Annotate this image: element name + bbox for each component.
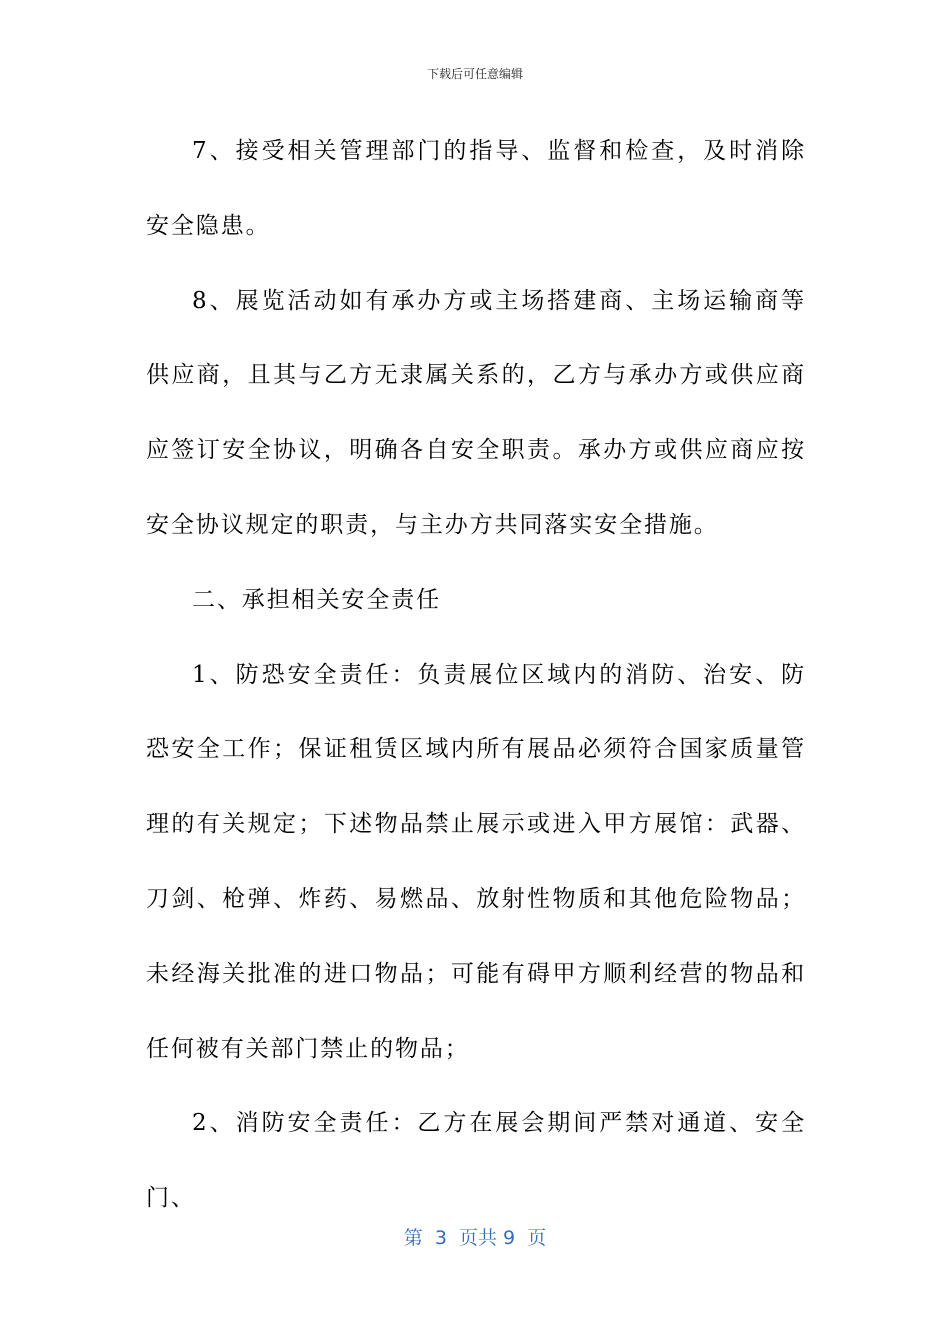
- page-header-note: 下载后可任意编辑: [426, 67, 523, 81]
- section-heading: 二、承担相关安全责任: [192, 586, 441, 613]
- paragraph-item-2: 2、消防安全责任：乙方在展会期间严禁对通道、安全门、: [146, 1110, 806, 1212]
- paragraph-item-8: 8、展览活动如有承办方或主场搭建商、主场运输商等供应商，且其与乙方无隶属关系的，乙方与承办方或供应商应签订安全协议，明确各自安全职责。承办方或供应商应按安全协议规定的职责，与主办方共同落实安全措施。: [146, 287, 806, 538]
- paragraph-item-1: 1、防恐安全责任：负责展位区域内的消防、治安、防恐安全工作；保证租赁区域内所有展品必须符合国家质量管理的有关规定；下述物品禁止展示或进入甲方展馆：武器、刀剑、枪弹、炸药、易燃品、放射性物质和其他危险物品；未经海关批准的进口物品；可能有碍甲方顺利经营的物品和任何被有关部门禁止的物品；: [146, 661, 806, 1062]
- paragraph-item-7: 7、接受相关管理部门的指导、监督和检查，及时消除安全隐患。: [146, 138, 806, 239]
- document-body: [146, 114, 806, 1236]
- page-number-footer: 第 3 页共 9 页: [403, 1227, 547, 1249]
